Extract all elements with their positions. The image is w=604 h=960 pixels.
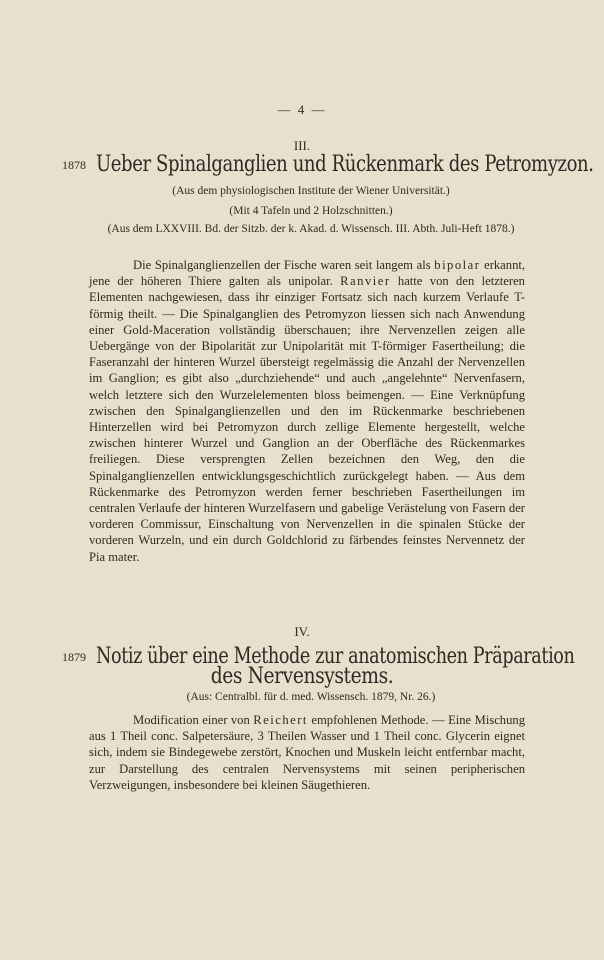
emphasis-author-reichert: Reichert xyxy=(253,713,308,727)
section-title-notiz: Notiz über eine Methode zur anatomischen Präparation xyxy=(96,644,575,669)
section-note-source: (Aus dem LXXVIII. Bd. der Sitzb. der k. Akad. d. Wissensch. III. Abth. Juli-Heft 1878.) xyxy=(107,223,515,235)
text-run: empfohlenen Methode. — Eine Mischung aus 1 Theil conc. Salpetersäure, 3 Theilen Wasser und 1 Theil conc. Glycerin eignet sich, indem sie Bindegewebe zerstört, Knochen und Muskeln leicht entfernbar macht, zur Darstellung des centralen Nervensystems mit seinen peripherischen Verzweigungen, insbesondere bei kleinen Säugethieren. xyxy=(89,713,525,792)
section-year-1879: 1879 xyxy=(62,650,86,664)
section-title-spinalganglien: Ueber Spinalganglien und Rückenmark des Petromyzon. xyxy=(96,152,594,177)
section-note-centralblatt: (Aus: Centralbl. für d. med. Wissensch. 1879, Nr. 26.) xyxy=(186,691,436,703)
section-note-plates: (Mit 4 Tafeln und 2 Holzschnitten.) xyxy=(229,205,393,217)
text-run: Modification einer von xyxy=(133,713,254,727)
section-numeral-iv: IV. xyxy=(294,624,310,639)
paragraph xyxy=(89,712,525,793)
section-year-1878: 1878 xyxy=(62,158,86,172)
paragraph xyxy=(89,257,525,565)
text-run: Die Spinalganglienzellen der Fische waren seit langem als xyxy=(133,258,431,272)
section-body-iv xyxy=(89,712,525,793)
section-body-iii xyxy=(89,257,525,565)
section-title-notiz-line2: des Nervensystems. xyxy=(210,664,394,689)
emphasis-author-ranvier: Ranvier xyxy=(340,274,391,289)
text-run: erkannt, jene der höheren Thiere galten als unipolar. xyxy=(89,258,526,289)
text-run: hatte von den letzteren Elementen nachgewiesen, dass ihr einziger Fortsatz sich nach kurzem Verlaufe T-förmig theilt. — Die Spinalganglien des Petromyzon liessen sich nach Anwendung einer Gold-Maceration vollständig überschauen; ihre Nervenzellen zeigen alle Uebergänge von der Bipolarität zur Unipolarität mit T-förmiger Fasertheilung; die Faseranzahl der hinteren Wurzel übersteigt regelmässig die Anzahl der Nervenzellen im Ganglion; es gibt also „durchziehende“ und auch „angelehnte“ Nervenfasern, welch letztere sich den Wurzelelementen bloss beimengen. — Eine Verknüpfung zwischen den Spinalganglienzellen und den im Rückenmarke beschriebenen Hinterzellen wird bei Petromyzon durch zellige Elemente hergestellt, welche zwischen hinterer Wurzel und Ganglion an der Oberfläche des Rückenmarkes freiliegen. Diese versprengten Zellen bezeichnen den Weg, den die Spinalganglienzellen entwicklungsgeschichtlich zurückgelegt haben. — Aus dem Rückenmarke des Petromyzon werden ferner beschrieben Fasertheilungen im centralen Verlaufe der hinteren Wurzelfasern und gabelige Verästelung von Fasern der vorderen Commissur, Einschaltung von Nervenzellen in die spinalen Stücke der vorderen Wurzeln, und ein durch Goldchlorid zu färbendes feinstes Nervennetz der Pia mater. xyxy=(89,274,525,564)
section-numeral-iii: III. xyxy=(293,138,311,153)
page-number: — 4 — xyxy=(277,102,327,117)
emphasis-bipolar: bipolar xyxy=(434,258,481,272)
section-note-institute: (Aus dem physiologischen Institute der Wiener Universität.) xyxy=(172,185,450,197)
